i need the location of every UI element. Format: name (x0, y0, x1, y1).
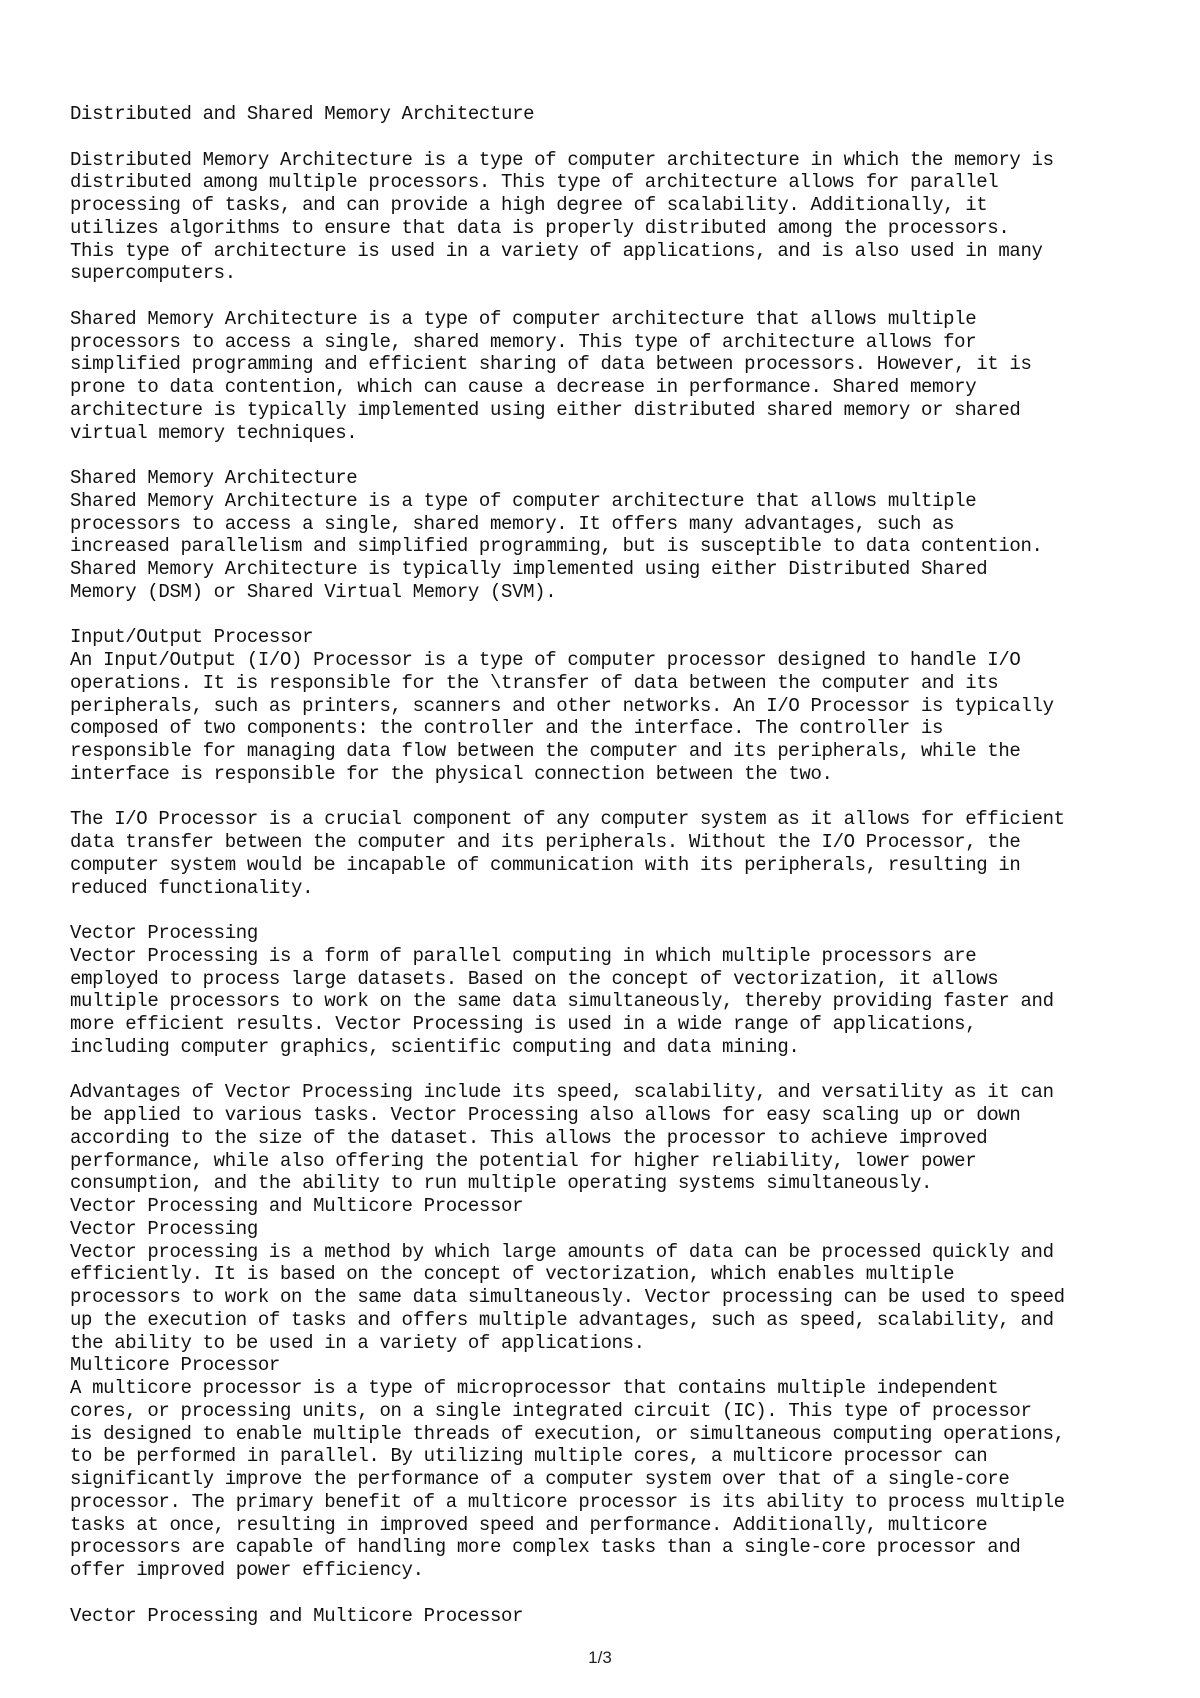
text-line: Distributed Memory Architecture is a type of computer architecture in which the memory is (70, 148, 1054, 171)
text-line: up the execution of tasks and offers multiple advantages, such as speed, scalability, and (70, 1308, 1054, 1331)
text-line: responsible for managing data flow between the computer and its peripherals, while the (70, 740, 1021, 762)
text-line: Advantages of Vector Processing include its speed, scalability, and versatility as it can (70, 1081, 1054, 1104)
text-line: processing of tasks, and can provide a high degree of scalability. Additionally, it (70, 194, 988, 216)
text-line: Vector Processing (70, 1217, 258, 1240)
text-line: operations. It is responsible for the \transfer of data between the computer and its (70, 671, 999, 694)
text-line: Input/Output Processor (70, 626, 314, 649)
text-line: offer improved power efficiency. (70, 1559, 424, 1581)
blank-line (70, 1582, 1170, 1605)
text-line: Multicore Processor (70, 1354, 280, 1377)
text-line: be applied to various tasks. Vector Processing also allows for easy scaling up or down (70, 1104, 1021, 1126)
blank-line (70, 1059, 1170, 1082)
text-line: tasks at once, resulting in improved speed and performance. Additionally, multicore (70, 1513, 988, 1536)
text-line: The I/O Processor is a crucial component of any computer system as it allows for efficient (70, 808, 1065, 831)
text-line: utilizes algorithms to ensure that data is properly distributed among the processors. (70, 216, 1010, 239)
blank-line (70, 444, 1170, 467)
text-line: peripherals, such as printers, scanners and other networks. An I/O Processor is typically (70, 694, 1054, 717)
text-line: Vector Processing is a form of parallel computing in which multiple processors are (70, 944, 977, 967)
text-line: efficiently. It is based on the concept of vectorization, which enables multiple (70, 1263, 955, 1286)
text-line: significantly improve the performance of a computer system over that of a single-core (70, 1468, 1010, 1490)
document-text (70, 103, 1170, 1627)
text-line: data transfer between the computer and its peripherals. Without the I/O Processor, the (70, 831, 1021, 853)
text-line: processors are capable of handling more complex tasks than a single-core processor and (70, 1536, 1021, 1559)
text-line: Shared Memory Architecture is a type of computer architecture that allows multiple (70, 489, 977, 512)
text-line: including computer graphics, scientific computing and data mining. (70, 1035, 800, 1058)
blank-line (70, 604, 1170, 627)
blank-line (70, 126, 1170, 149)
text-line: reduced functionality. (70, 876, 314, 899)
text-line: supercomputers. (70, 262, 236, 285)
text-line: architecture is typically implemented using either distributed shared memory or shared (70, 398, 1021, 421)
text-line: A multicore processor is a type of microprocessor that contains multiple independent (70, 1377, 999, 1399)
page-number: 1/3 (588, 1648, 612, 1667)
text-line: processors to access a single, shared memory. This type of architecture allows for (70, 330, 977, 353)
text-line: processors to access a single, shared memory. It offers many advantages, such as (70, 512, 955, 535)
text-line: prone to data contention, which can cause a decrease in performance. Shared memory (70, 376, 977, 398)
text-line: interface is responsible for the physical connection between the two. (70, 762, 833, 785)
text-line: Shared Memory Architecture (70, 467, 358, 489)
text-line: performance, while also offering the potential for higher reliability, lower power (70, 1149, 977, 1172)
text-line: Vector Processing and Multicore Processor (70, 1195, 524, 1217)
text-line: Vector processing is a method by which large amounts of data can be processed quickly and (70, 1240, 1054, 1263)
text-line: increased parallelism and simplified programming, but is susceptible to data contention. (70, 535, 1043, 558)
text-line: composed of two components: the controller and the interface. The controller is (70, 717, 944, 740)
text-line: processors to work on the same data simultaneously. Vector processing can be used to speed (70, 1286, 1065, 1308)
text-line: Shared Memory Architecture is typically implemented using either Distributed Shared (70, 558, 988, 580)
text-line: Vector Processing (70, 922, 258, 944)
text-line: is designed to enable multiple threads of execution, or simultaneous computing operations, (70, 1422, 1065, 1445)
text-line: Shared Memory Architecture is a type of computer architecture that allows multiple (70, 307, 977, 330)
text-line: distributed among multiple processors. This type of architecture allows for parallel (70, 171, 999, 194)
text-line: virtual memory techniques. (70, 421, 358, 444)
text-line: consumption, and the ability to run multiple operating systems simultaneously. (70, 1172, 933, 1195)
text-line: employed to process large datasets. Based on the concept of vectorization, it allows (70, 967, 999, 990)
text-line: computer system would be incapable of communication with its peripherals, resulting in (70, 853, 1021, 876)
blank-line (70, 786, 1170, 809)
text-line: cores, or processing units, on a single integrated circuit (IC). This type of processor (70, 1399, 1032, 1422)
text-line: more efficient results. Vector Processing is used in a wide range of applications, (70, 1013, 977, 1035)
blank-line (70, 899, 1170, 922)
text-line: to be performed in parallel. By utilizing multiple cores, a multicore processor can (70, 1445, 988, 1468)
blank-line (70, 285, 1170, 308)
text-line: This type of architecture is used in a variety of applications, and is also used in many (70, 239, 1043, 262)
text-line: Distributed and Shared Memory Architecture (70, 103, 535, 125)
text-line: simplified programming and efficient sharing of data between processors. However, it is (70, 353, 1032, 376)
text-line: Memory (DSM) or Shared Virtual Memory (SVM). (70, 580, 557, 603)
text-line: the ability to be used in a variety of applications. (70, 1331, 645, 1354)
text-line: multiple processors to work on the same data simultaneously, thereby providing faster and (70, 990, 1054, 1013)
text-line: processor. The primary benefit of a multicore processor is its ability to process multiple (70, 1490, 1065, 1513)
text-line: An Input/Output (I/O) Processor is a type of computer processor designed to handle I/O (70, 649, 1021, 671)
text-line: according to the size of the dataset. This allows the processor to achieve improved (70, 1126, 988, 1149)
text-line: Vector Processing and Multicore Processor (70, 1604, 524, 1627)
